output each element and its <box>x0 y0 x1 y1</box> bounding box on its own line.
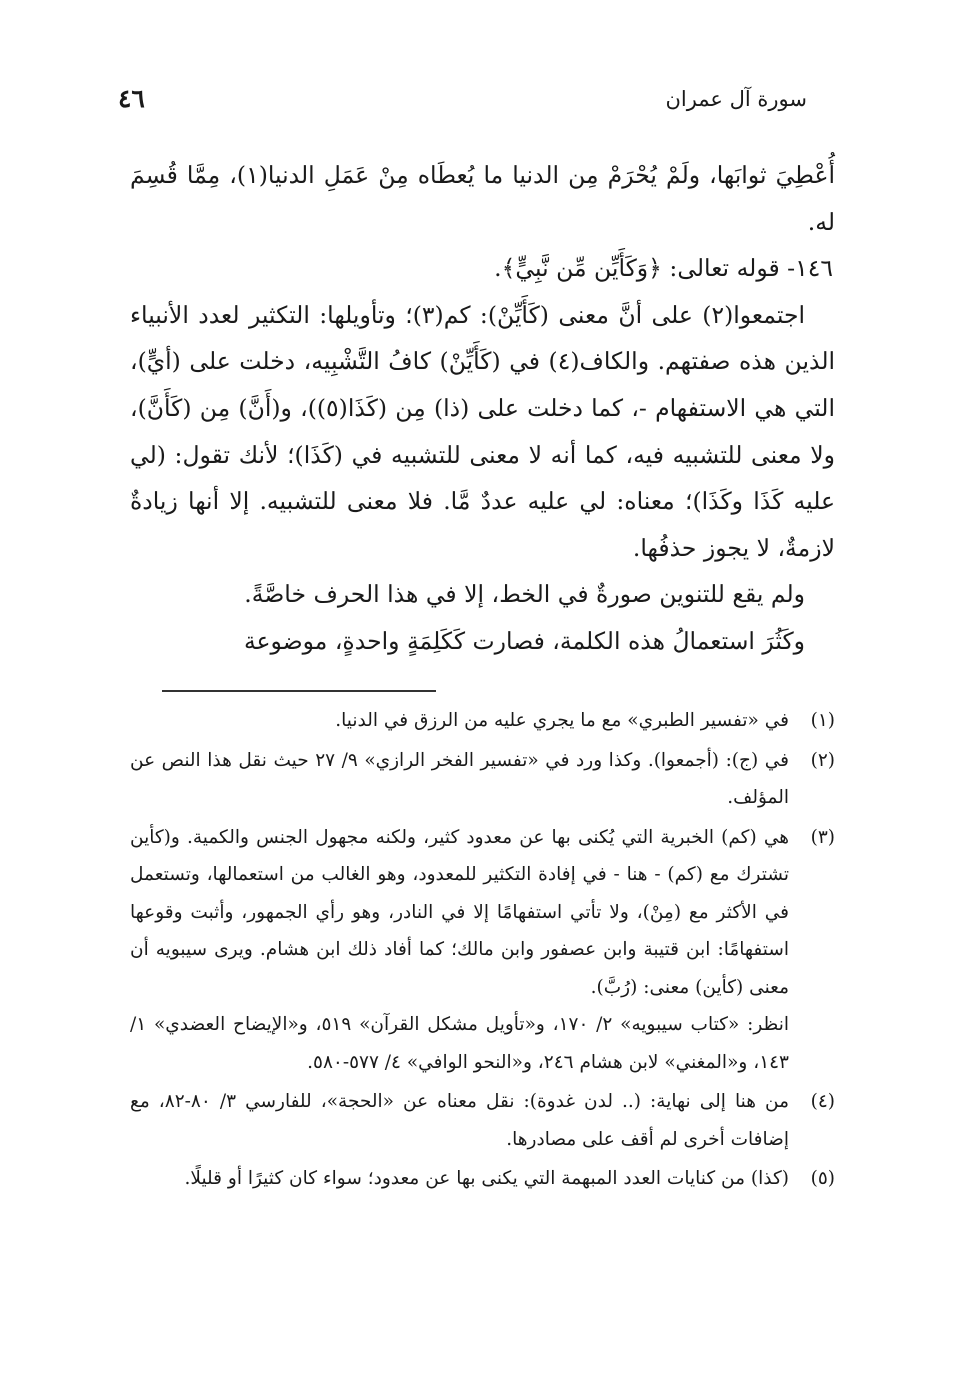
body-paragraph-1: اجتمعوا(٢) على أنَّ معنى (كَأَيِّنْ): كم(٣)؛ وتأويلها: التكثير لعدد الأنبياء الذين هذه صفتهم. والكاف(٤) في (كَأَيِّنْ) كافُ التَّشْبِيه، دخلت على (أيٍّ)، التي هي الاستفهام -، كما دخلت على (ذا) مِن (كَذَا(٥))، و(أَنَّ) مِن (كَأَنَّ)، ولا معنى للتشبيه فيه، كما أنه لا معنى للتشبيه في (كَذَا)؛ لأنك تقول: (لي عليه كَذَا وكَذَا)؛ معناه: لي عليه عددٌ مَّا. فلا معنى للتشبيه. إلا أنها زيادةٌ لازمةٌ، لا يجوز حذفُها. <box>130 300 836 562</box>
body-paragraph-3: وكَثُرَ استعمالُ هذه الكلمة، فصارت كَكَلِمَةٍ واحدةٍ، موضوعة <box>243 626 805 655</box>
footnote-text: في «تفسير الطبري» مع ما يجري عليه من الرزق في الدنيا. <box>335 710 789 731</box>
running-title: سورة آل عمران <box>665 86 807 111</box>
footnote <box>130 742 835 817</box>
footnotes <box>130 702 835 1200</box>
footnote-text: من هنا إلى نهاية: (.. لدن غدوة): نقل معناه عن «الحجة»، للفارسي ٣/ ٨٠-٨٢، مع إضافات أخرى لم أقف على مصادرها. <box>130 1091 789 1150</box>
footnote-number: (٣) <box>810 826 835 848</box>
footnote-references: انظر: «كتاب سيبويه» ٢/ ١٧٠، و«تأويل مشكل القرآن» ٥١٩، و«الإيضاح العضدي» ١/ ١٤٣، و«المغني» لابن هشام ٢٤٦، و«النحو الوافي» ٤/ ٥٧٧-٥٨٠. <box>130 1014 789 1073</box>
footnote <box>130 702 835 740</box>
footnote-divider <box>162 690 436 692</box>
footnote-number: (٢) <box>810 749 835 771</box>
footnote <box>130 819 835 1082</box>
footnote-number: (٤) <box>810 1091 835 1112</box>
main-text <box>130 152 835 665</box>
footnote-number: (٥) <box>810 1168 835 1189</box>
body-paragraph-2: ولم يقع للتنوين صورةٌ في الخط، إلا في هذا الحرف خاصَّةً. <box>244 580 805 609</box>
footnote-text: هي (كم) الخبرية التي يُكنى بها عن معدود كثير، ولكنه مجهول الجنس والكمية. و(كأين تشترك مع (كم) - هنا - في إفادة التكثير للمعدود، وهو الغالب من استعمالها، وتستعمل في الأكثر مع (مِنْ)، ولا تأتي استفهامًا إلا في النادر، وهو رأي الجمهور، وأثبت وقوعها استفهامًا: ابن قتيبة وابن عصفور وابن مالك؛ كما أفاد ذلك ابن هشام. ويرى سيبويه أن معنى (كأين) معنى: (رُبَّ). <box>130 826 789 998</box>
footnote-text: في (ج): (أجمعوا). وكذا ورد في «تفسير الفخر الرازي» ٩/ ٢٧ حيث نقل هذا النص عن المؤلف. <box>130 749 789 808</box>
page-number: ٤٦ <box>118 84 145 113</box>
footnote <box>130 1083 835 1158</box>
footnote <box>130 1160 835 1198</box>
footnote-number: (١) <box>810 710 835 731</box>
verse-heading: ١٤٦- قوله تعالى: ﴿وَكَأَيِّن مِّن نَّبِيٍّ﴾. <box>494 254 833 283</box>
footnote-text: (كذا) من كنايات العدد المبهمة التي يكنى بها عن معدود؛ سواء كان كثيرًا أو قليلًا. <box>184 1168 789 1189</box>
body-line-1: أُعْطِيَ ثوابَها، ولَمْ يُحْرَمْ مِن الدنيا ما يُعطَاه مِنْ عَمَلِ الدنيا(١)، مِمَّا قُسِمَ له. <box>130 161 835 236</box>
page-header <box>118 84 807 113</box>
